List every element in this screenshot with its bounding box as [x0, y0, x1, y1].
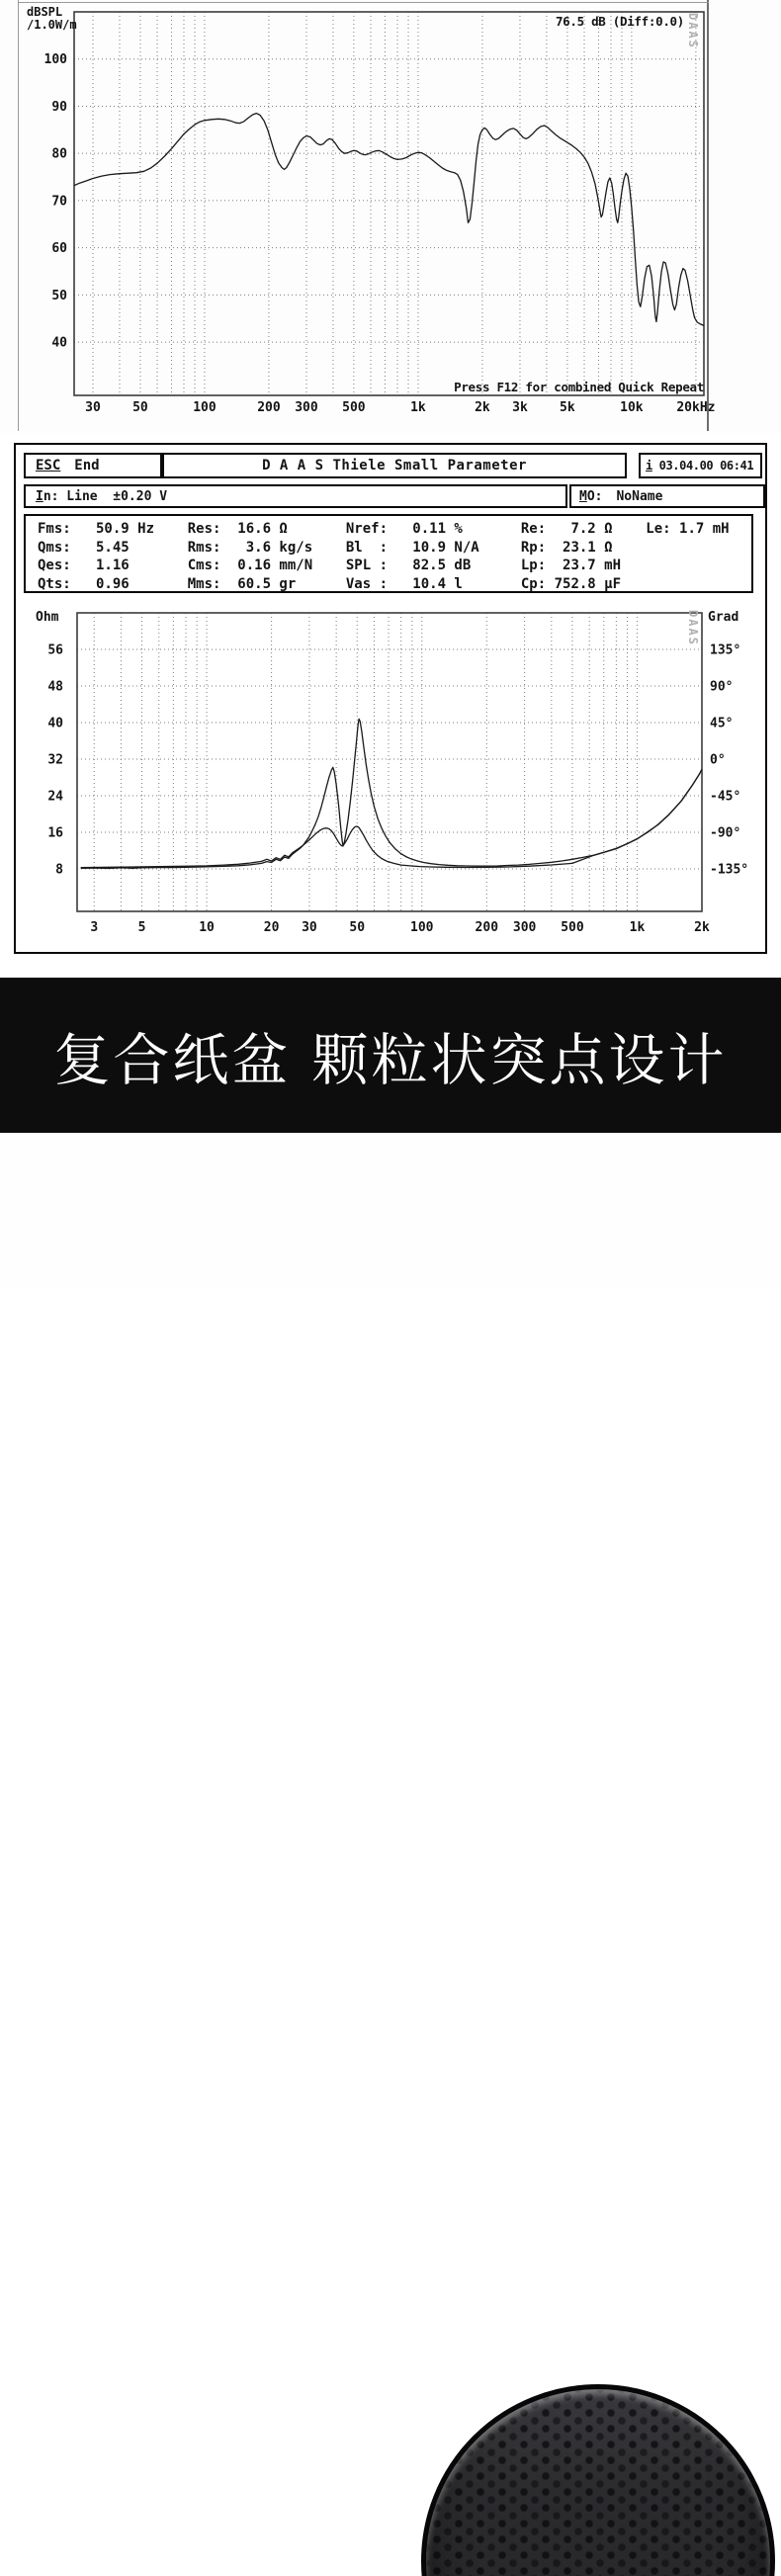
info-datetime-box[interactable]	[639, 453, 762, 478]
svg-text:10k: 10k	[620, 400, 644, 415]
svg-text:30: 30	[302, 920, 317, 935]
impedance-y-axis-title: Ohm	[36, 610, 59, 625]
svg-text:-45°: -45°	[710, 789, 741, 805]
info-icon: i	[646, 459, 652, 472]
svg-text:1k: 1k	[629, 920, 646, 935]
spl-level-readout: 76.5 dB (Diff:0.0)	[555, 14, 684, 29]
svg-text:3k: 3k	[512, 400, 528, 415]
spl-chart-canvas	[0, 0, 781, 433]
svg-text:16: 16	[47, 825, 63, 841]
end-label: End	[74, 458, 100, 473]
svg-text:300: 300	[295, 400, 318, 415]
svg-text:2k: 2k	[694, 920, 710, 935]
svg-text:-135°: -135°	[710, 862, 749, 878]
param-row-1: Fms: 50.9 Hz Res: 16.6 Ω Nref: 0.11 % Re: 7.2 Ω Le: 1.7 mH	[38, 521, 730, 537]
input-hotkey: I	[36, 488, 43, 504]
model-name-box[interactable]	[569, 484, 765, 508]
banner-headline: 复合纸盆 颗粒状突点设计	[53, 1027, 728, 1093]
svg-text:70: 70	[51, 194, 67, 210]
input-level-label: n: Line ±0.20 V	[43, 488, 168, 504]
model-name-value: NoName	[616, 488, 663, 504]
svg-text:135°: 135°	[710, 643, 741, 658]
svg-text:100: 100	[43, 52, 67, 68]
svg-text:200: 200	[475, 920, 499, 935]
svg-text:45°: 45°	[710, 716, 734, 731]
daas-watermark: DAAS	[686, 13, 700, 49]
impedance-chart-canvas	[0, 605, 781, 953]
spl-chart-section	[0, 0, 781, 433]
svg-text:-90°: -90°	[710, 825, 741, 841]
svg-text:10: 10	[199, 920, 215, 935]
window-title: D A A S Thiele Small Parameter	[162, 453, 627, 478]
svg-text:0°: 0°	[710, 752, 726, 768]
svg-text:300: 300	[512, 920, 537, 935]
svg-text:100: 100	[410, 920, 434, 935]
svg-text:50: 50	[349, 920, 366, 935]
svg-text:50: 50	[51, 288, 67, 303]
spl-y-axis-title: dBSPL /1.0W/m	[27, 5, 77, 32]
svg-text:30: 30	[85, 400, 101, 415]
svg-text:500: 500	[342, 400, 366, 415]
svg-text:20: 20	[263, 920, 280, 935]
svg-text:1k: 1k	[410, 400, 426, 415]
svg-text:32: 32	[47, 752, 63, 768]
svg-text:40: 40	[47, 716, 63, 731]
param-row-3: Qes: 1.16 Cms: 0.16 mm/N SPL : 82.5 dB Lp: 23.7 mH	[38, 558, 622, 573]
product-photo-area	[0, 1133, 781, 1288]
product-feature-banner	[0, 978, 781, 1133]
model-hotkey: M	[579, 488, 587, 504]
svg-text:48: 48	[47, 679, 63, 695]
svg-text:200: 200	[257, 400, 281, 415]
svg-text:3: 3	[90, 920, 99, 935]
speaker-dustcap-photo	[421, 2384, 775, 2576]
svg-text:5: 5	[137, 920, 146, 935]
param-row-2: Qms: 5.45 Rms: 3.6 kg/s Bl : 10.9 N/A Rp: 23.1 Ω	[38, 539, 613, 556]
svg-text:80: 80	[51, 146, 67, 162]
model-label: O:	[586, 488, 603, 504]
esc-key-label: ESC	[36, 458, 61, 473]
svg-text:8: 8	[55, 862, 63, 878]
svg-text:90°: 90°	[710, 679, 734, 695]
svg-text:56: 56	[47, 643, 63, 658]
param-row-4: Qts: 0.96 Mms: 60.5 gr Vas : 10.4 l Cp: 752.8 µF	[38, 575, 622, 592]
daas-watermark: DAAS	[686, 610, 700, 646]
datetime-label: 03.04.00 06:41	[651, 459, 754, 472]
ts-parameter-table	[24, 514, 753, 593]
status-hint-text: Press F12 for combined Quick Repeat	[454, 380, 704, 394]
svg-text:90: 90	[51, 99, 67, 115]
phase-y-axis-title: Grad	[708, 610, 739, 625]
svg-text:100: 100	[193, 400, 217, 415]
svg-text:60: 60	[51, 241, 67, 257]
svg-text:40: 40	[51, 335, 67, 351]
svg-text:50: 50	[132, 400, 148, 415]
svg-text:5k: 5k	[560, 400, 575, 415]
svg-text:500: 500	[561, 920, 584, 935]
svg-text:20kHz: 20kHz	[676, 400, 716, 415]
svg-text:24: 24	[47, 789, 63, 805]
input-level-box[interactable]	[24, 484, 567, 508]
svg-text:2k: 2k	[475, 400, 490, 415]
esc-end-button[interactable]	[24, 453, 162, 478]
